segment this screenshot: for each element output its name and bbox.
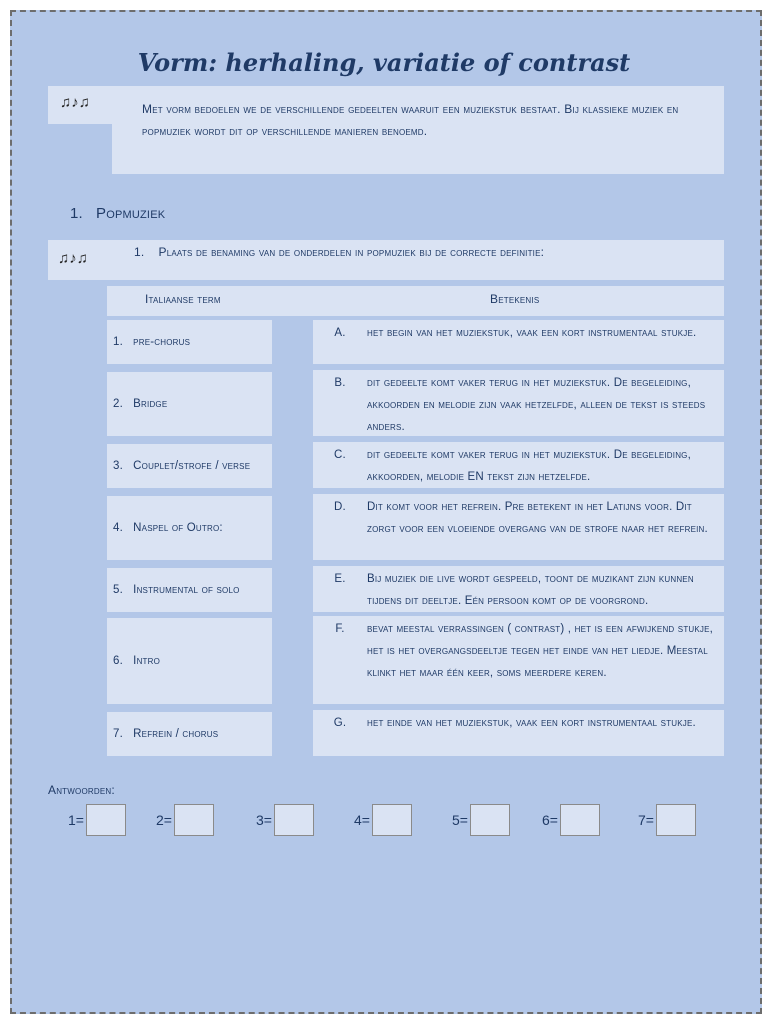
term-3: 3. Couplet/strofe / verse — [107, 444, 272, 488]
definition-letter: D. — [334, 501, 346, 513]
answer-label: 7= — [638, 812, 654, 828]
definition-text: dit gedeelte komt vaker terug in het muziekstuk. De begeleiding, akkoorden, melodie EN tekst zijn hetzelfde. — [367, 449, 691, 483]
definition-b — [313, 370, 724, 436]
term-7: 7. Refrein / chorus — [107, 712, 272, 756]
answer-label: 5= — [452, 812, 468, 828]
definition-text: bevat meestal verrassingen ( contrast) , het is een afwijkend stukje, het is het overgangsdeeltje tegen het einde van het liedje. Meestal klinkt het maar één keer, soms meerdere keren. — [367, 623, 714, 679]
answer-input-4[interactable] — [372, 804, 412, 836]
definition-d — [313, 494, 724, 560]
answer-6 — [542, 804, 600, 836]
definition-letter: A. — [334, 327, 346, 339]
term-1: 1. pre-chorus — [107, 320, 272, 364]
page-title: Vorm: herhaling, variatie of contrast — [137, 48, 631, 77]
answer-3 — [256, 804, 314, 836]
definition-text: Bij muziek die live wordt gespeeld, toont de muzikant zijn kunnen tijdens dit deeltje. Eén persoon komt op de voorgrond. — [367, 573, 694, 607]
definition-e — [313, 566, 724, 612]
answer-input-5[interactable] — [470, 804, 510, 836]
answer-input-2[interactable] — [174, 804, 214, 836]
intro-text: Met vorm bedoelen we de verschillende gedeelten waaruit een muziekstuk bestaat. Bij klassieke muziek en popmuziek wordt dit op verschillende manieren benoemd. — [112, 86, 724, 174]
definition-text: het begin van het muziekstuk, vaak een kort instrumentaal stukje. — [367, 327, 697, 339]
definition-letter: C. — [334, 449, 346, 461]
exercise-instruction: 1. Plaats de benaming van de onderdelen in popmuziek bij de correcte definitie: — [134, 245, 545, 259]
answer-label: 1= — [68, 812, 84, 828]
music-notes-icon: ♫♪♫ — [58, 250, 88, 267]
definition-letter: G. — [333, 717, 347, 729]
answers-label: Antwoorden: — [48, 783, 115, 797]
definition-letter: E. — [334, 573, 346, 585]
definition-letter: F. — [335, 623, 345, 635]
music-notes-icon: ♫♪♫ — [60, 94, 90, 111]
answer-label: 3= — [256, 812, 272, 828]
definition-text: dit gedeelte komt vaker terug in het muziekstuk. De begeleiding, akkoorden en melodie zijn vaak hetzelfde, alleen de tekst is steeds anders. — [367, 377, 706, 433]
answer-1 — [68, 804, 126, 836]
answer-7 — [638, 804, 696, 836]
term-4: 4. Naspel of Outro: — [107, 496, 272, 560]
answer-5 — [452, 804, 510, 836]
answer-label: 4= — [354, 812, 370, 828]
definition-letter: B. — [334, 377, 346, 389]
header-left: Italiaanse term — [145, 292, 221, 306]
answer-label: 2= — [156, 812, 172, 828]
definition-g — [313, 710, 724, 756]
answer-input-1[interactable] — [86, 804, 126, 836]
definition-c — [313, 442, 724, 488]
answer-input-3[interactable] — [274, 804, 314, 836]
answer-4 — [354, 804, 412, 836]
answer-input-6[interactable] — [560, 804, 600, 836]
header-right: Betekenis — [490, 292, 540, 306]
term-5: 5. Instrumental of solo — [107, 568, 272, 612]
definition-text: Dit komt voor het refrein. Pre betekent in het Latijns voor. Dit zorgt voor een vloeiende overgang van de strofe naar het refrein. — [367, 501, 708, 535]
definition-a — [313, 320, 724, 364]
answer-input-7[interactable] — [656, 804, 696, 836]
definition-text: het einde van het muziekstuk, vaak een kort instrumentaal stukje. — [367, 717, 696, 729]
term-6: 6. Intro — [107, 618, 272, 704]
definition-f — [313, 616, 724, 704]
answer-label: 6= — [542, 812, 558, 828]
section-heading: 1. Popmuziek — [70, 205, 166, 222]
answer-2 — [156, 804, 214, 836]
term-2: 2. Bridge — [107, 372, 272, 436]
